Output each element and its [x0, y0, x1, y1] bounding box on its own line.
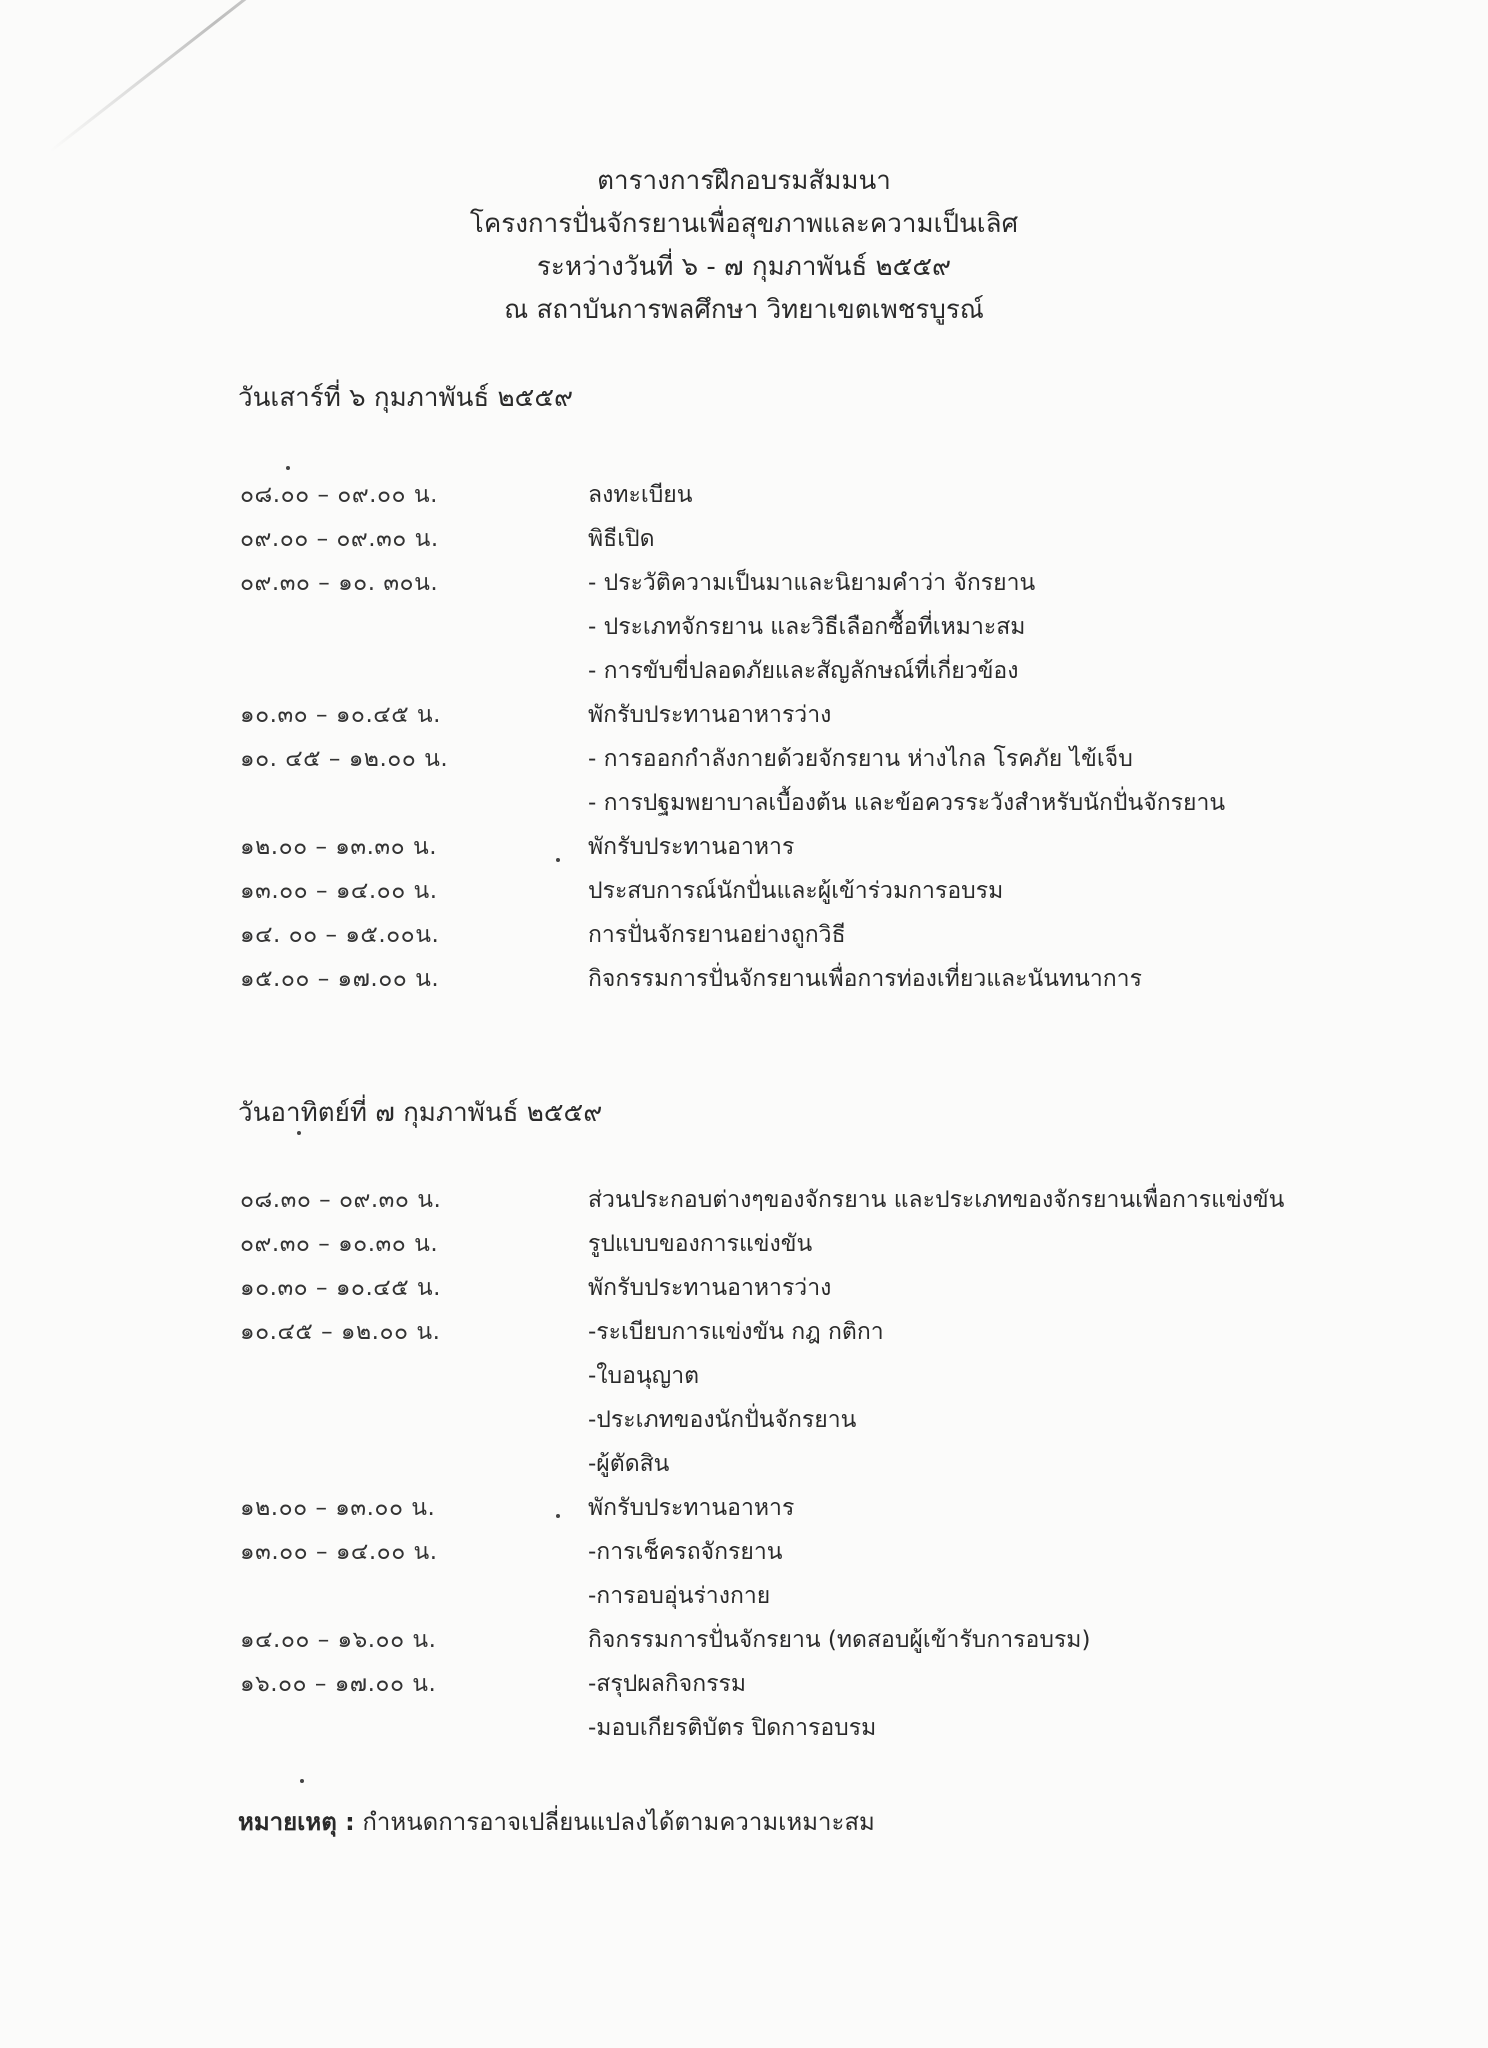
schedule-row	[0, 1352, 1488, 1396]
schedule-row	[0, 955, 1488, 999]
schedule-row	[0, 1484, 1488, 1528]
schedule-row	[0, 1264, 1488, 1308]
schedule-time: ๑๒.๐๐ – ๑๓.๓๐ น.	[240, 834, 438, 860]
schedule-time: ๐๙.๓๐ – ๑๐. ๓๐น.	[240, 570, 439, 596]
schedule-row	[0, 603, 1488, 647]
schedule-time: ๑๐.๔๕ – ๑๒.๐๐ น.	[240, 1319, 441, 1345]
schedule-row	[0, 823, 1488, 867]
schedule-activity: -สรุปผลกิจกรรม	[588, 1671, 747, 1697]
schedule-time: ๐๙.๓๐ – ๑๐.๓๐ น.	[240, 1231, 439, 1257]
schedule-row	[0, 1616, 1488, 1660]
footnote-label: หมายเหตุ :	[238, 1808, 355, 1836]
schedule-row	[0, 691, 1488, 735]
schedule-row	[0, 1660, 1488, 1704]
schedule-time: ๑๐.๓๐ – ๑๐.๔๕ น.	[240, 1275, 441, 1301]
schedule-row	[0, 471, 1488, 515]
footnote-text: กำหนดการอาจเปลี่ยนแปลงได้ตามความเหมาะสม	[362, 1808, 875, 1836]
paper-fold-mark	[49, 0, 382, 153]
schedule-time: ๑๖.๐๐ – ๑๗.๐๐ น.	[240, 1671, 437, 1697]
scan-speck	[556, 858, 560, 862]
schedule-activity: - ประเภทจักรยาน และวิธีเลือกซื้อที่เหมาะสม	[588, 614, 1026, 640]
schedule-activity: - การขับขี่ปลอดภัยและสัญลักษณ์ที่เกี่ยวข้อง	[588, 658, 1019, 684]
schedule-activity: การปั่นจักรยานอย่างถูกวิธี	[588, 922, 846, 948]
document-header	[0, 160, 1488, 332]
schedule-time: ๑๐. ๔๕ – ๑๒.๐๐ น.	[240, 746, 449, 772]
header-project: โครงการปั่นจักรยานเพื่อสุขภาพและความเป็นเลิศ	[469, 209, 1019, 239]
schedule-row	[0, 1528, 1488, 1572]
schedule-row	[0, 647, 1488, 691]
scan-speck	[556, 1514, 560, 1518]
schedule-activity: พักรับประทานอาหารว่าง	[588, 702, 832, 728]
schedule-time: ๑๔.๐๐ – ๑๖.๐๐ น.	[240, 1627, 437, 1653]
schedule-activity: -มอบเกียรติบัตร ปิดการอบรม	[588, 1715, 877, 1741]
schedule-time: ๐๘.๓๐ – ๐๙.๓๐ น.	[240, 1187, 442, 1213]
schedule-activity: พักรับประทานอาหารว่าง	[588, 1275, 832, 1301]
schedule-activity: ส่วนประกอบต่างๆของจักรยาน และประเภทของจักรยานเพื่อการแข่งขัน	[588, 1187, 1285, 1213]
schedule-row	[0, 559, 1488, 603]
schedule-time: ๐๘.๐๐ – ๐๙.๐๐ น.	[240, 482, 438, 508]
footnote	[238, 1802, 875, 1841]
schedule-activity: กิจกรรมการปั่นจักรยานเพื่อการท่องเที่ยวและนันทนาการ	[588, 966, 1142, 992]
schedule-activity: พักรับประทานอาหาร	[588, 834, 795, 860]
schedule-row	[0, 911, 1488, 955]
schedule-row	[0, 1572, 1488, 1616]
schedule-activity: - ประวัติความเป็นมาและนิยามคำว่า จักรยาน	[588, 570, 1036, 596]
header-title: ตารางการฝึกอบรมสัมมนา	[597, 166, 891, 196]
schedule-row	[0, 1220, 1488, 1264]
schedule-row	[0, 735, 1488, 779]
schedule-row	[0, 1396, 1488, 1440]
schedule-activity: -ผู้ตัดสิน	[588, 1451, 670, 1477]
schedule-row	[0, 1308, 1488, 1352]
schedule-activity: ประสบการณ์นักปั่นและผู้เข้าร่วมการอบรม	[588, 878, 1004, 904]
schedule-row	[0, 1176, 1488, 1220]
schedule-activity: พิธีเปิด	[588, 526, 655, 552]
schedule-activity: พักรับประทานอาหาร	[588, 1495, 795, 1521]
schedule-activity: - การปฐมพยาบาลเบื้องต้น และข้อควรระวังสำหรับนักปั่นจักรยาน	[588, 790, 1226, 816]
schedule-activity: -ระเบียบการแข่งขัน กฎ กติกา	[588, 1319, 884, 1345]
schedule-activity: -ใบอนุญาต	[588, 1363, 700, 1389]
schedule-time: ๑๕.๐๐ – ๑๗.๐๐ น.	[240, 966, 440, 992]
schedule-activity: ลงทะเบียน	[588, 482, 693, 508]
header-venue: ณ สถาบันการพลศึกษา วิทยาเขตเพชรบูรณ์	[504, 295, 984, 325]
schedule-row	[0, 779, 1488, 823]
schedule-row	[0, 515, 1488, 559]
schedule-time: ๑๓.๐๐ – ๑๔.๐๐ น.	[240, 878, 438, 904]
schedule-activity: -การเช็ครถจักรยาน	[588, 1539, 783, 1565]
schedule-activity: รูปแบบของการแข่งขัน	[588, 1231, 813, 1257]
schedule-time: ๑๓.๐๐ – ๑๔.๐๐ น.	[240, 1539, 438, 1565]
schedule-time: ๑๒.๐๐ – ๑๓.๐๐ น.	[240, 1495, 436, 1521]
schedule-row	[0, 1704, 1488, 1748]
day2-schedule	[0, 1176, 1488, 1748]
day1-title: วันเสาร์ที่ ๖ กุมภาพันธ์ ๒๕๕๙	[238, 383, 574, 413]
schedule-activity: -การอบอุ่นร่างกาย	[588, 1583, 771, 1609]
day1-schedule	[0, 471, 1488, 999]
scan-speck	[286, 466, 290, 470]
schedule-row	[0, 1440, 1488, 1484]
schedule-time: ๐๙.๐๐ – ๐๙.๓๐ น.	[240, 526, 439, 552]
schedule-time: ๑๔. ๐๐ – ๑๕.๐๐น.	[240, 922, 440, 948]
scan-speck	[297, 1131, 301, 1135]
schedule-time: ๑๐.๓๐ – ๑๐.๔๕ น.	[240, 702, 441, 728]
scan-speck	[300, 1779, 304, 1783]
schedule-activity: กิจกรรมการปั่นจักรยาน (ทดสอบผู้เข้ารับการอบรม)	[588, 1627, 1091, 1653]
day2-title: วันอาทิตย์ที่ ๗ กุมภาพันธ์ ๒๕๕๙	[238, 1098, 603, 1128]
schedule-activity: - การออกกำลังกายด้วยจักรยาน ห่างไกล โรคภัย ไข้เจ็บ	[588, 746, 1133, 772]
header-dates: ระหว่างวันที่ ๖ - ๗ กุมภาพันธ์ ๒๕๕๙	[536, 252, 952, 282]
schedule-row	[0, 867, 1488, 911]
schedule-activity: -ประเภทของนักปั่นจักรยาน	[588, 1407, 857, 1433]
